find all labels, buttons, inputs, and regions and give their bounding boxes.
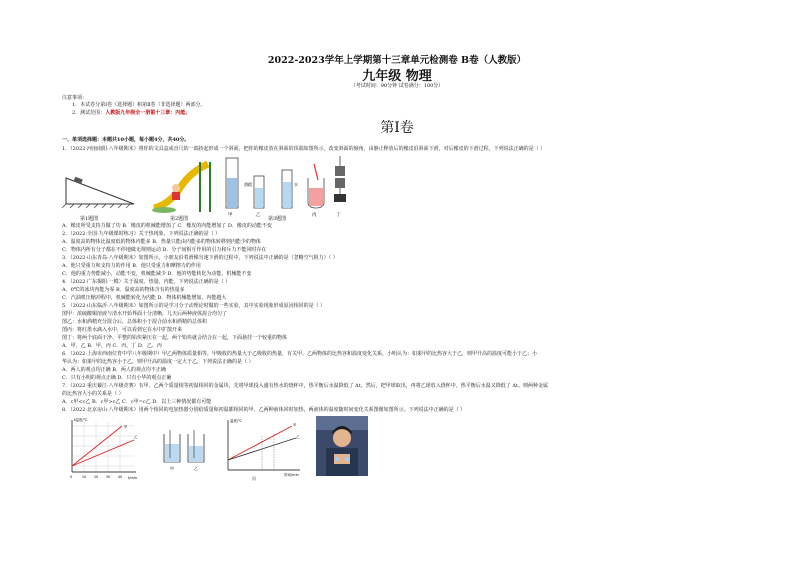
chart-series-jia: 甲 <box>124 425 128 429</box>
notes-item-1: 1．本试卷分第Ⅰ卷（选择题）和第Ⅱ卷（非选择题）两部分。 <box>72 102 206 108</box>
question-2-options-ab: A．温度高的物体比温度低的物体内能多 B．热量只能由内能多的物体转移到内能少的物体 <box>62 239 261 245</box>
chart-tick-10: 10 <box>82 475 87 479</box>
figure-3-experiments <box>222 156 352 218</box>
question-4: 4．（2022·广东揭阳·一模）关于温度、热量、内能，下列说法正确的是（ ） <box>62 279 231 285</box>
question-5: 5．（2022·山东临沂·八年级期末）如图所示的是学习分子动理论时做的一些实验，其中实验现象形成原因相同的是（ ） <box>62 303 326 309</box>
document-title: 2022-2023学年上学期第十三章单元检测卷 B卷（人教版） <box>267 55 527 66</box>
question-5-fig-jia: 图甲：浓硫酸铜溶液与清水开始界面十分清晰，几天后两种液体混合均匀了 <box>62 311 228 317</box>
question-3-options-cd: C．他的重力势能减小，动能不变，机械能减少 D．他的势能转化为动能，机械能不变 <box>62 271 252 277</box>
question-2: 2．（2022·全国·九年级课时练习）关于热现象，下列说法正确的是（ ） <box>62 231 221 237</box>
question-7-options: A．c甲<c乙 B．c甲>c乙 C．c甲=c乙 D．以上三种情况都有可能 <box>62 399 212 405</box>
chart-series-yi: 乙 <box>134 435 138 439</box>
question-5-fig-yi: 图乙：水和酒精充分混合后，总体积小于混合前水和酒精的总体积 <box>62 319 208 325</box>
figure-3-water-mark: 水 <box>294 182 298 187</box>
chart-tick-40: 40 <box>118 475 123 479</box>
chart-x-label: t/min <box>128 476 138 480</box>
question-1: 1．（2022·河南南阳·八年级期末）将你的文具盒或直尺的一端抬起形成一个斜面，把你的橡皮放在斜面的顶端如图所示，改变斜面的倾角，由静止释放后的橡皮沿斜面下滑，对后橡皮的下滑过程，下列说法正确的是（ ） <box>62 146 546 152</box>
graph-bing-x-label: 时间/min <box>284 473 299 477</box>
question-6-options-ab: A．两人的观点均正确 B．两人的观点均不正确 <box>62 367 166 373</box>
question-7-cont: 的比热容大小的关系是（ ） <box>62 391 124 397</box>
question-3-options-ab: A．他只受重力和支持力的作用 B．他只受重力和摩擦力的作用 <box>62 263 201 269</box>
graph-bing-label: 丙 <box>252 476 256 481</box>
figure-1-incline <box>62 156 142 214</box>
figure-2-slide <box>150 158 218 216</box>
chart-tick-0: 0 <box>70 475 73 479</box>
figure-3-label-yi: 乙 <box>256 213 261 218</box>
beaker-label-jia: 甲 <box>170 466 174 471</box>
graph-bing-yi: 乙 <box>296 435 300 439</box>
notes-heading: 注意事项： <box>62 95 88 101</box>
question-4-options-cd: C．汽油机压缩冲程中，机械能转化为内能 D．物体机械能增加，内能越大 <box>62 295 227 301</box>
figure-3-caption: 第3题图 <box>268 216 287 222</box>
notes-item-2-prefix: 2．测试范围： <box>72 110 106 116</box>
figure-1-caption: 第1题图 <box>80 216 99 222</box>
figure-3-alcohol-mark: 酒精 <box>244 182 252 187</box>
figure-8-temperature-chart <box>62 416 142 482</box>
exam-info: （考试时间：90分钟 试卷满分：100分） <box>350 83 444 89</box>
graph-bing-y-label: 温度/℃ <box>230 419 243 423</box>
question-4-options-ab: A．0℃的冰块内能为零 B．温度高的物体含有的热量多 <box>62 287 185 293</box>
figure-8-graph-bing <box>218 416 304 482</box>
chart-tick-30: 30 <box>106 475 111 479</box>
figure-8-beakers <box>160 428 210 472</box>
notes-item-2 <box>72 110 190 116</box>
question-6-cont: 华认为：如果甲的比热容小于乙，则甲升高的温度一定大于乙，下列说法正确的是（ ） <box>62 359 254 365</box>
question-7: 7．（2022·重庆綦江·八年级竞赛）有甲、乙两个质量相等初温相同的金属块，先将甲球投入盛有热水的烧杯中，热平衡后水温降低了 Δt。然后，把甲球取出，再将乙球放入烧杯中，热平衡后水温又降低了 Δt。则两种金属 <box>62 383 549 389</box>
question-6: 6．（2022·上海市西南位育中学八年级期中）甲乙两物体质量相等，甲吸收的热量大于乙吸收的热量，有关甲、乙两物体的比热容和温度变化关系，小明认为：如果甲的比热容大于乙，则甲升高的温度可能小于乙；小 <box>62 351 538 357</box>
question-6-options-cd: C．只有小明的观点正确 D．只有小华的观点正确 <box>62 375 172 381</box>
chart-y-label: t温度/℃ <box>74 418 88 422</box>
notes-item-2-scope: 人教版九年级全一册第十三章：内能。 <box>105 110 191 116</box>
series-yi-line <box>72 440 134 466</box>
question-5-fig-bing: 图丙：将红墨水滴入水中，可以看到它在水中扩散开来 <box>62 327 183 333</box>
question-5-fig-ding: 图丁：将两个底面干净、平整的铅块紧压在一起，两个铅块就会结合在一起，下面悬挂一个较重的物体 <box>62 335 288 341</box>
chart-tick-20: 20 <box>94 475 99 479</box>
document-subtitle: 九年级 物理 <box>362 69 432 84</box>
graph-bing-jia: 甲 <box>293 423 297 427</box>
question-3: 3．（2022·山东青岛·八年级期末）如图所示，小朋友沿着滑梯匀速下滑的过程中，下列说法中正确的是（忽略空气阻力）（ ） <box>62 255 338 261</box>
figure-8-photo <box>316 416 368 476</box>
volume-title: 第Ⅰ卷 <box>380 120 414 136</box>
question-5-options: A．甲、乙 B．甲、丙 C．丙、丁 D．乙、丙 <box>62 343 162 349</box>
figure-3-label-bing: 丙 <box>312 213 317 218</box>
figure-3-label-jia: 甲 <box>228 213 233 218</box>
figure-3-label-ding: 丁 <box>336 213 341 218</box>
question-8: 8．（2022·北京房山·八年级期末）用两个相同的电加热器分别给质量和初温都相同的甲、乙两种液体同时加热，两液体的温度随时间变化关系图像如图所示。下列说法中正确的是（ ） <box>62 407 466 413</box>
section-heading: 一、单项选择题：本题共10小题，每小题4分，共40分。 <box>62 137 190 143</box>
beaker-label-yi: 乙 <box>194 466 198 471</box>
figure-2-caption: 第2题图 <box>170 216 189 222</box>
question-1-options: A．橡皮所受支持力做了功 B．橡皮的机械能增加了 C．橡皮的内能增加了 D．橡皮的动能不变 <box>62 223 272 229</box>
question-2-options-cd: C．物体内所有分子都在不停地做无规则运动 D．分子间相互作用的引力和斥力不能同时存在 <box>62 247 267 253</box>
